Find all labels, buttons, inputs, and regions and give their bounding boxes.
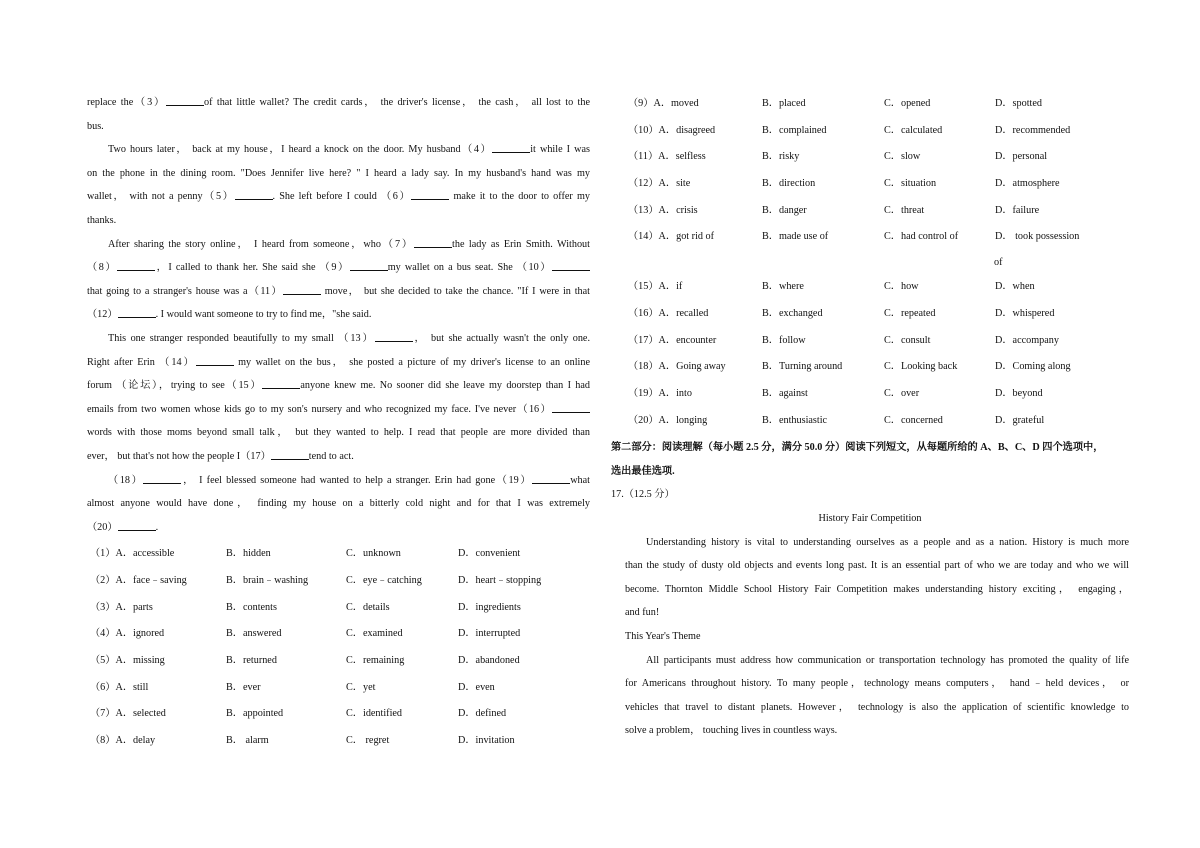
option-c: C．examined bbox=[346, 628, 403, 640]
passage-line bbox=[87, 162, 590, 186]
option-b: B．placed bbox=[762, 98, 806, 109]
option-b: B．Turning around bbox=[762, 361, 843, 373]
option-row bbox=[611, 118, 1129, 145]
passage-text: that going to a stranger's house was a（11） bbox=[87, 285, 283, 297]
passage-text: words with those moms beyond small talk， but they wanted to help. I read that people are more divided than bbox=[87, 427, 590, 439]
paragraph-line: become. Thornton Middle School History Fair Competition makes understanding history exciting， engaging， bbox=[625, 583, 1129, 595]
option-d: D．personal bbox=[995, 151, 1048, 163]
option-c: C．how bbox=[884, 281, 919, 293]
passage-text: thanks. bbox=[87, 214, 117, 226]
option-row bbox=[611, 328, 1129, 355]
passage-text: ， I feel blessed someone had wanted to help a stranger. Erin had gone（19） bbox=[181, 474, 533, 486]
passage-text: . I would want someone to try to find me，"she said. bbox=[155, 309, 372, 321]
answer-blank bbox=[196, 354, 234, 366]
option-d: D．convenient bbox=[458, 548, 521, 560]
passage-text: anyone knew me. No sooner did she leave my doorstep than I had bbox=[300, 380, 590, 392]
option-a: （8）A．delay bbox=[90, 735, 156, 747]
option-d: D．defined bbox=[458, 708, 507, 720]
question-number: 17.（12.5 分） bbox=[611, 489, 675, 501]
paragraph-line: All participants must address how communication or transportation technology has promoted the quality of life bbox=[646, 654, 1129, 666]
passage-text: replace the（3） bbox=[87, 97, 166, 108]
option-c: C．unknown bbox=[346, 548, 401, 560]
passage-line bbox=[87, 492, 590, 516]
option-d: D．grateful bbox=[995, 414, 1045, 426]
option-a: （20）A．longing bbox=[628, 414, 708, 426]
option-continuation: of bbox=[994, 257, 1003, 269]
answer-blank bbox=[118, 519, 156, 531]
passage-text: Two hours later， back at my house，I heard a knock on the door. My husband（4） bbox=[108, 144, 493, 156]
option-row bbox=[87, 728, 590, 755]
passage-line bbox=[87, 374, 590, 398]
passage-line bbox=[87, 256, 590, 280]
option-c: C．Looking back bbox=[884, 361, 958, 373]
option-row bbox=[611, 354, 1129, 381]
passage-text: move， but she decided to take the chance. "If I were in that bbox=[320, 285, 590, 297]
option-a: （2）A．face﹣saving bbox=[90, 574, 187, 586]
option-row bbox=[87, 595, 590, 622]
answer-blank bbox=[411, 188, 449, 200]
option-a: （15）A．if bbox=[628, 281, 683, 293]
option-d: D．ingredients bbox=[458, 601, 521, 613]
option-row bbox=[611, 381, 1129, 408]
option-a: （7）A．selected bbox=[90, 708, 166, 720]
option-c: C． regret bbox=[346, 735, 390, 747]
option-a: （12）A．site bbox=[628, 178, 691, 190]
paragraph-line: vehicles that travel to distant planets. However， technology is also the application of scientific knowledge to bbox=[625, 701, 1129, 713]
option-b: B．returned bbox=[226, 655, 277, 667]
passage-text: ，I called to thank her. She said she （9） bbox=[155, 262, 350, 274]
option-a: （18）A．Going away bbox=[628, 361, 726, 373]
option-b: B． alarm bbox=[226, 735, 269, 747]
passage-line bbox=[87, 280, 590, 304]
option-c: C．yet bbox=[346, 681, 376, 693]
answer-blank bbox=[262, 377, 300, 389]
right-column bbox=[611, 91, 1129, 743]
option-c: C．had control of bbox=[884, 231, 959, 243]
left-column bbox=[87, 91, 590, 755]
answer-blank bbox=[414, 236, 452, 248]
passage-line bbox=[87, 233, 590, 257]
passage-text: （18） bbox=[108, 474, 144, 486]
passage-text: the lady as Erin Smith. Without bbox=[452, 238, 590, 250]
passage-text: （12） bbox=[87, 309, 118, 321]
option-row bbox=[611, 274, 1129, 301]
option-c: C．repeated bbox=[884, 307, 936, 319]
answer-blank bbox=[283, 283, 321, 295]
option-c: C．situation bbox=[884, 178, 937, 190]
option-d: D． took possession bbox=[995, 231, 1080, 243]
passage-text: almost anyone would have done， finding my house on a bitterly cold night and for that I was extremely bbox=[87, 498, 590, 510]
option-a: （16）A．recalled bbox=[628, 307, 709, 319]
option-b: B．follow bbox=[762, 334, 806, 346]
passage-text: my wallet on the bus， she posted a picture of my driver's license to an online bbox=[233, 356, 590, 368]
option-row bbox=[611, 301, 1129, 328]
passage-text: （20） bbox=[87, 521, 118, 533]
option-b: B．where bbox=[762, 281, 804, 293]
option-a: （4）A．ignored bbox=[90, 628, 165, 640]
paragraph-line: solve a problem， touching lives in countless ways. bbox=[625, 725, 838, 737]
passage-text: Right after Erin （14） bbox=[87, 356, 196, 368]
passage-text: forum （论坛），trying to see（15） bbox=[87, 380, 263, 392]
option-b: B．hidden bbox=[226, 548, 271, 560]
answer-blank bbox=[166, 94, 204, 106]
passage-subheading: This Year's Theme bbox=[625, 631, 701, 642]
options-left bbox=[87, 541, 590, 755]
answer-blank bbox=[350, 259, 388, 271]
cloze-passage bbox=[87, 91, 590, 539]
option-b: B．made use of bbox=[762, 231, 829, 243]
passage-text: ever， but that's not how the people I（17） bbox=[87, 450, 271, 462]
answer-blank bbox=[271, 448, 309, 460]
option-a: （11）A．selfless bbox=[628, 151, 706, 163]
option-a: （5）A．missing bbox=[90, 655, 165, 667]
passage-line bbox=[87, 303, 590, 327]
option-b: B．ever bbox=[226, 681, 261, 693]
passage-paragraph-2 bbox=[611, 649, 1129, 743]
section-heading: 第二部分：阅读理解（每小题 2.5 分，满分 50.0 分）阅读下列短文，从每题所给的 A、B、C、D 四个选项中， bbox=[611, 442, 1104, 454]
answer-blank bbox=[492, 141, 530, 153]
option-row bbox=[87, 541, 590, 568]
passage-line bbox=[87, 398, 590, 422]
paragraph-line: Understanding history is vital to understanding ourselves as a people and as a nation. History is much more bbox=[646, 536, 1129, 548]
passage-line bbox=[87, 185, 590, 209]
option-a: （1）A．accessible bbox=[90, 548, 175, 560]
passage-text: make it to the door to offer my bbox=[449, 191, 590, 203]
option-d: D．atmosphere bbox=[995, 178, 1060, 190]
passage-text: This one stranger responded beautifully to my small （13） bbox=[108, 332, 375, 344]
option-c: C．over bbox=[884, 387, 920, 399]
passage-line bbox=[87, 469, 590, 493]
option-a: （17）A．encounter bbox=[628, 334, 717, 346]
option-c: C．consult bbox=[884, 334, 931, 346]
passage-line bbox=[87, 445, 590, 469]
option-c: C．threat bbox=[884, 204, 925, 216]
answer-blank bbox=[118, 306, 156, 318]
passage-text: my wallet on a bus seat. She （10） bbox=[387, 262, 553, 274]
passage-text: on the phone in the dining room. "Does Jennifer live here? " I heard a lady say. In my husband's hand was my bbox=[87, 167, 590, 179]
option-row bbox=[611, 91, 1129, 118]
passage-text: tend to act. bbox=[308, 450, 354, 462]
option-b: B．enthusiastic bbox=[762, 414, 828, 426]
passage-line bbox=[87, 516, 590, 540]
options-right bbox=[611, 91, 1129, 434]
passage-text: it while I was bbox=[530, 144, 590, 156]
option-b: B．answered bbox=[226, 628, 282, 640]
answer-blank bbox=[375, 330, 413, 342]
option-b: B．appointed bbox=[226, 708, 284, 720]
option-row bbox=[87, 648, 590, 675]
passage-line bbox=[87, 91, 590, 115]
option-b: B．against bbox=[762, 387, 808, 399]
option-d: D．Coming along bbox=[995, 361, 1071, 373]
option-row bbox=[87, 621, 590, 648]
passage-line bbox=[87, 209, 590, 233]
answer-blank bbox=[143, 472, 181, 484]
option-a: （19）A．into bbox=[628, 387, 692, 399]
option-b: B．risky bbox=[762, 151, 800, 163]
option-c: C．calculated bbox=[884, 124, 943, 136]
passage-text: emails from two women whose kids go to my son's nursery and who recognized my face. I've never（16） bbox=[87, 403, 552, 415]
option-c: C．remaining bbox=[346, 655, 405, 667]
option-d: D．beyond bbox=[995, 387, 1043, 399]
passage-text: ， but she actually wasn't the only one. bbox=[412, 332, 590, 344]
option-a: （10）A．disagreed bbox=[628, 124, 716, 136]
option-row bbox=[611, 144, 1129, 171]
section-heading-cont: 选出最佳选项. bbox=[611, 465, 675, 477]
passage-text: bus. bbox=[87, 120, 104, 132]
option-b: B．brain﹣washing bbox=[226, 574, 309, 586]
passage-line bbox=[87, 138, 590, 162]
paragraph-line: for Americans throughout history. To many people，technology means computers， hand﹣held devices， or bbox=[625, 678, 1129, 690]
option-d: D．recommended bbox=[995, 124, 1071, 136]
passage-paragraph-1 bbox=[611, 531, 1129, 625]
passage-line bbox=[87, 327, 590, 351]
passage-text: wallet， with not a penny（5） bbox=[87, 191, 235, 203]
option-row bbox=[611, 171, 1129, 198]
option-c: C．opened bbox=[884, 98, 931, 109]
option-row bbox=[611, 224, 1129, 251]
option-a: （6）A．still bbox=[90, 681, 149, 693]
passage-text: what bbox=[570, 474, 590, 486]
option-a: （3）A．parts bbox=[90, 601, 153, 613]
option-b: B．direction bbox=[762, 178, 816, 190]
option-d: D．spotted bbox=[995, 98, 1042, 109]
passage-text: After sharing the story online， I heard from someone，who（7） bbox=[108, 238, 415, 250]
option-b: B．exchanged bbox=[762, 307, 823, 319]
option-row bbox=[611, 408, 1129, 435]
option-c: C．eye﹣catching bbox=[346, 574, 422, 586]
passage-text: . She left before I could （6） bbox=[272, 191, 412, 203]
option-d: D．invitation bbox=[458, 735, 515, 747]
passage-text: . bbox=[155, 521, 159, 533]
paragraph-line: than the study of dusty old objects and events long past. It is an essential part of who we are today and who we will bbox=[625, 560, 1129, 572]
option-c: C．slow bbox=[884, 151, 921, 163]
passage-text: of that little wallet? The credit cards， the driver's license， the cash， all lost to the bbox=[204, 97, 590, 108]
option-row bbox=[87, 675, 590, 702]
option-c: C．details bbox=[346, 601, 390, 613]
passage-line bbox=[87, 115, 590, 139]
option-d: D．interrupted bbox=[458, 628, 521, 640]
option-b: B．contents bbox=[226, 601, 277, 613]
option-row bbox=[87, 701, 590, 728]
option-row bbox=[87, 568, 590, 595]
option-d: D．failure bbox=[995, 204, 1040, 216]
option-row bbox=[611, 198, 1129, 225]
option-a: （13）A．crisis bbox=[628, 204, 698, 216]
option-c: C．concerned bbox=[884, 414, 943, 426]
option-d: D．even bbox=[458, 681, 495, 693]
option-a: （14）A．got rid of bbox=[628, 231, 715, 243]
answer-blank bbox=[552, 401, 590, 413]
option-c: C．identified bbox=[346, 708, 403, 720]
passage-line bbox=[87, 421, 590, 445]
answer-blank bbox=[532, 472, 570, 484]
option-d: D．accompany bbox=[995, 334, 1059, 346]
answer-blank bbox=[552, 259, 590, 271]
option-d: D．abandoned bbox=[458, 655, 520, 667]
passage-text: （8） bbox=[87, 262, 118, 274]
option-b: B．danger bbox=[762, 204, 807, 216]
option-b: B．complained bbox=[762, 124, 827, 136]
option-d: D．heart﹣stopping bbox=[458, 574, 542, 586]
passage-line bbox=[87, 351, 590, 375]
option-d: D．when bbox=[995, 281, 1035, 293]
option-d: D．whispered bbox=[995, 307, 1055, 319]
paragraph-line: and fun! bbox=[625, 607, 660, 619]
option-a: （9）A．moved bbox=[628, 98, 699, 109]
answer-blank bbox=[117, 259, 155, 271]
answer-blank bbox=[235, 188, 273, 200]
passage-title: History Fair Competition bbox=[818, 513, 922, 525]
